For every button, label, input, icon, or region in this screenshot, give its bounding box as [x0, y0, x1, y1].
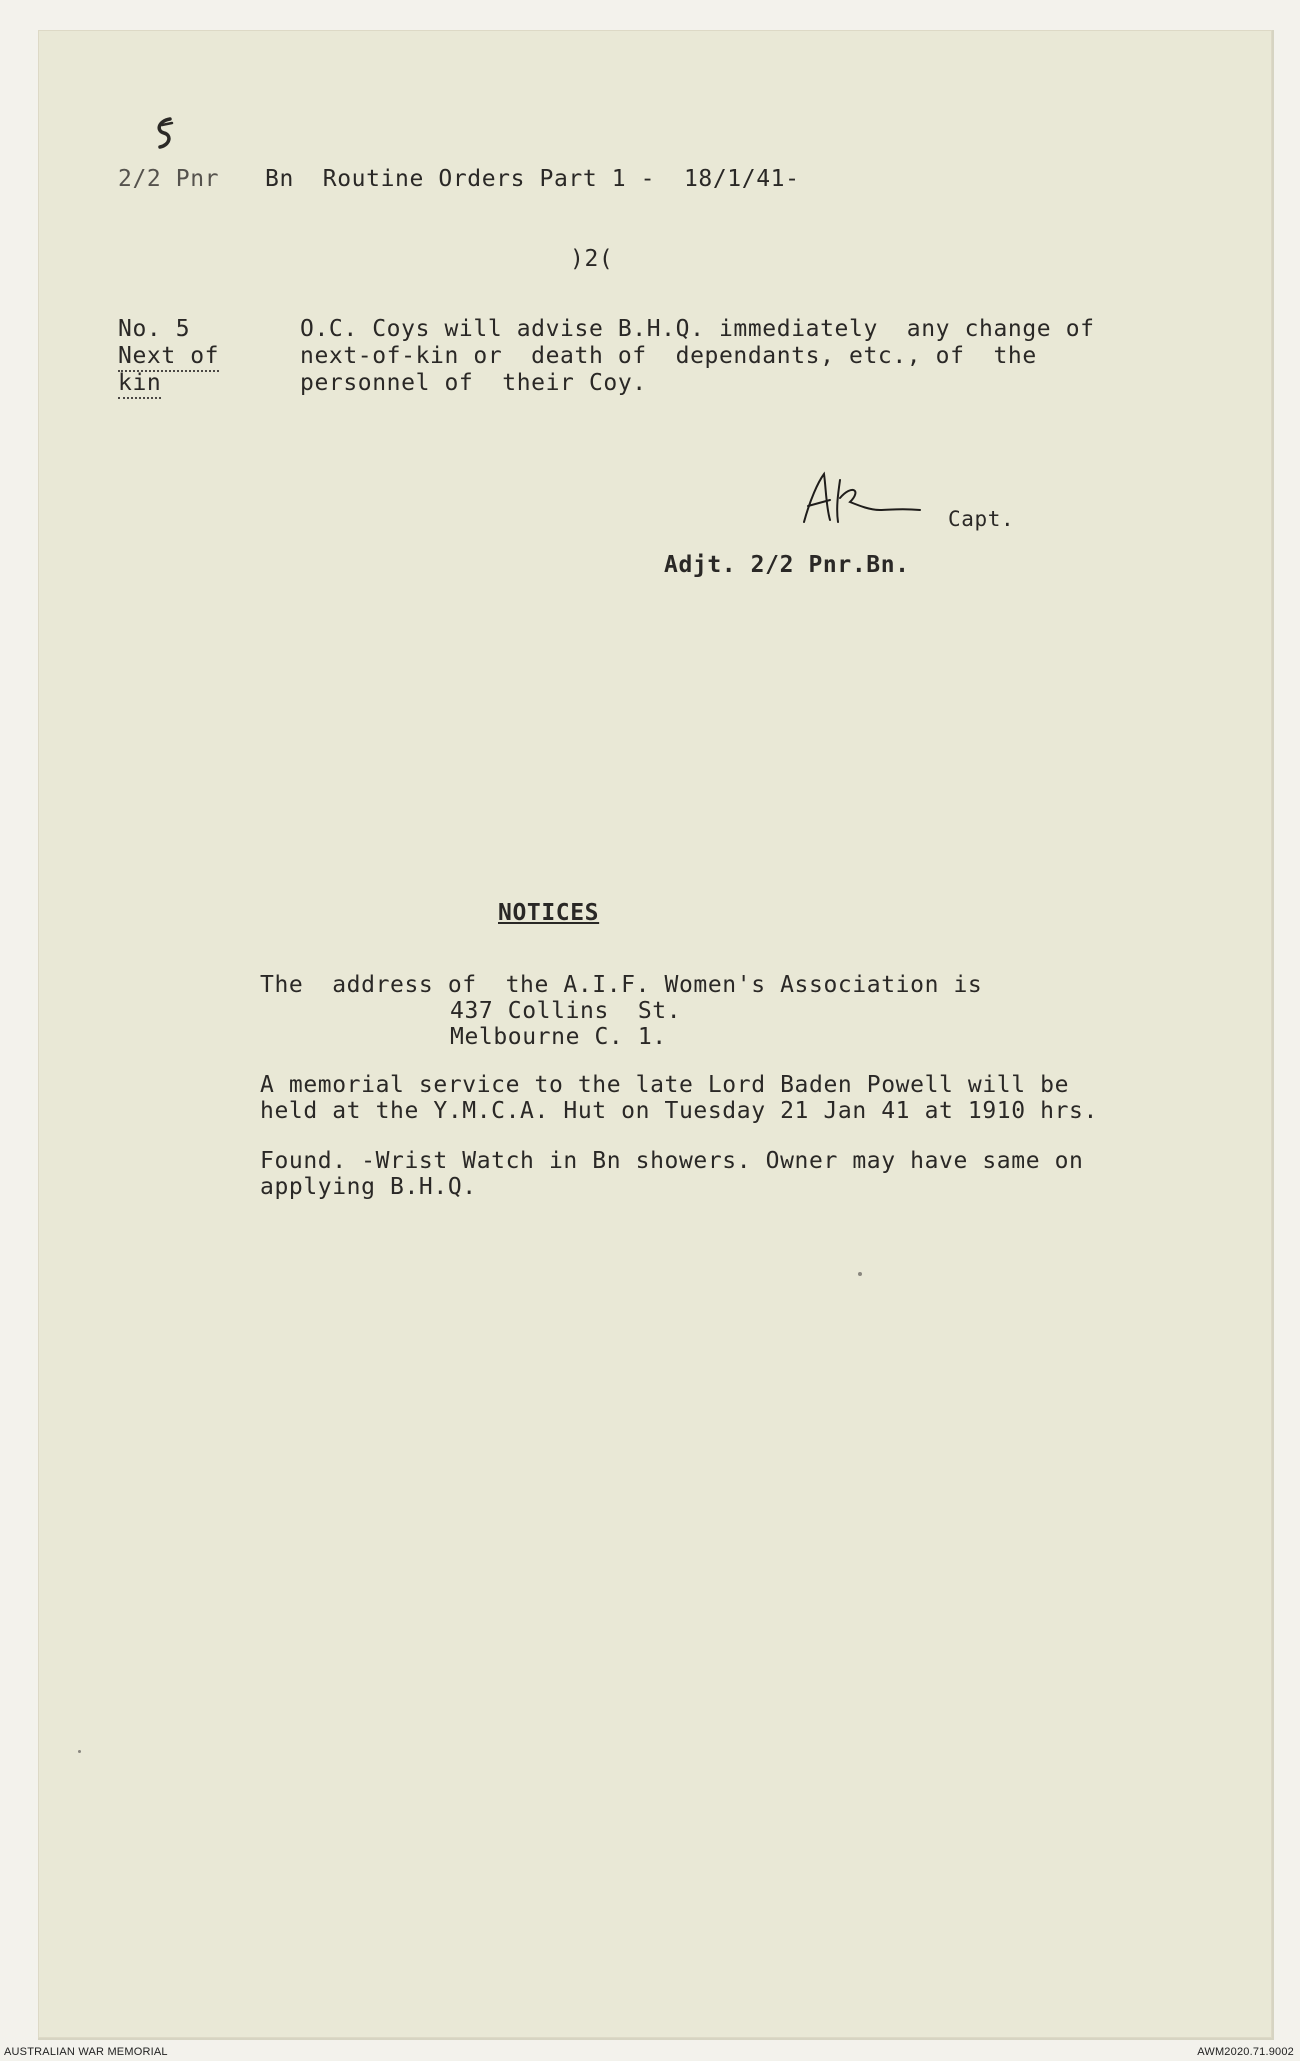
footer-archive-name: AUSTRALIAN WAR MEMORIAL [4, 2046, 168, 2058]
order-subject-line2: kin [118, 370, 161, 399]
page-number: )2( [570, 246, 614, 272]
order-number: No. 5 [118, 316, 191, 342]
paper-speck [858, 1272, 862, 1276]
order-text-line3: personnel of their Coy. [300, 370, 647, 396]
page-title: Bn Routine Orders Part 1 - 18/1/41- [265, 166, 800, 192]
notice-address-line2: 437 Collins St. [450, 998, 682, 1024]
header-unit-faint: 2/2 Pnr [118, 166, 220, 192]
footer-accession-number: AWM2020.71.9002 [1197, 2046, 1294, 2058]
signature-title: Adjt. 2/2 Pnr.Bn. [664, 552, 910, 578]
notice-address-line1: The address of the A.I.F. Women's Association is [260, 972, 983, 998]
order-text-line2: next-of-kin or death of dependants, etc., of the [300, 343, 1037, 369]
signature-rank: Capt. [948, 507, 1015, 531]
handwritten-mark-icon [150, 115, 180, 151]
notice-address-line3: Melbourne C. 1. [450, 1024, 667, 1050]
notice-found-line1: Found. -Wrist Watch in Bn showers. Owner may have same on [260, 1148, 1084, 1174]
order-text-line1: O.C. Coys will advise B.H.Q. immediately any change of [300, 316, 1095, 342]
paper-speck [78, 1750, 81, 1753]
notice-found-line2: applying B.H.Q. [260, 1174, 477, 1200]
notices-heading: NOTICES [498, 900, 600, 926]
notice-memorial-line2: held at the Y.M.C.A. Hut on Tuesday 21 Jan 41 at 1910 hrs. [260, 1098, 1098, 1124]
handwritten-signature-icon [800, 470, 930, 530]
order-subject-line1: Next of [118, 343, 219, 372]
notice-memorial-line1: A memorial service to the late Lord Baden Powell will be [260, 1072, 1070, 1098]
